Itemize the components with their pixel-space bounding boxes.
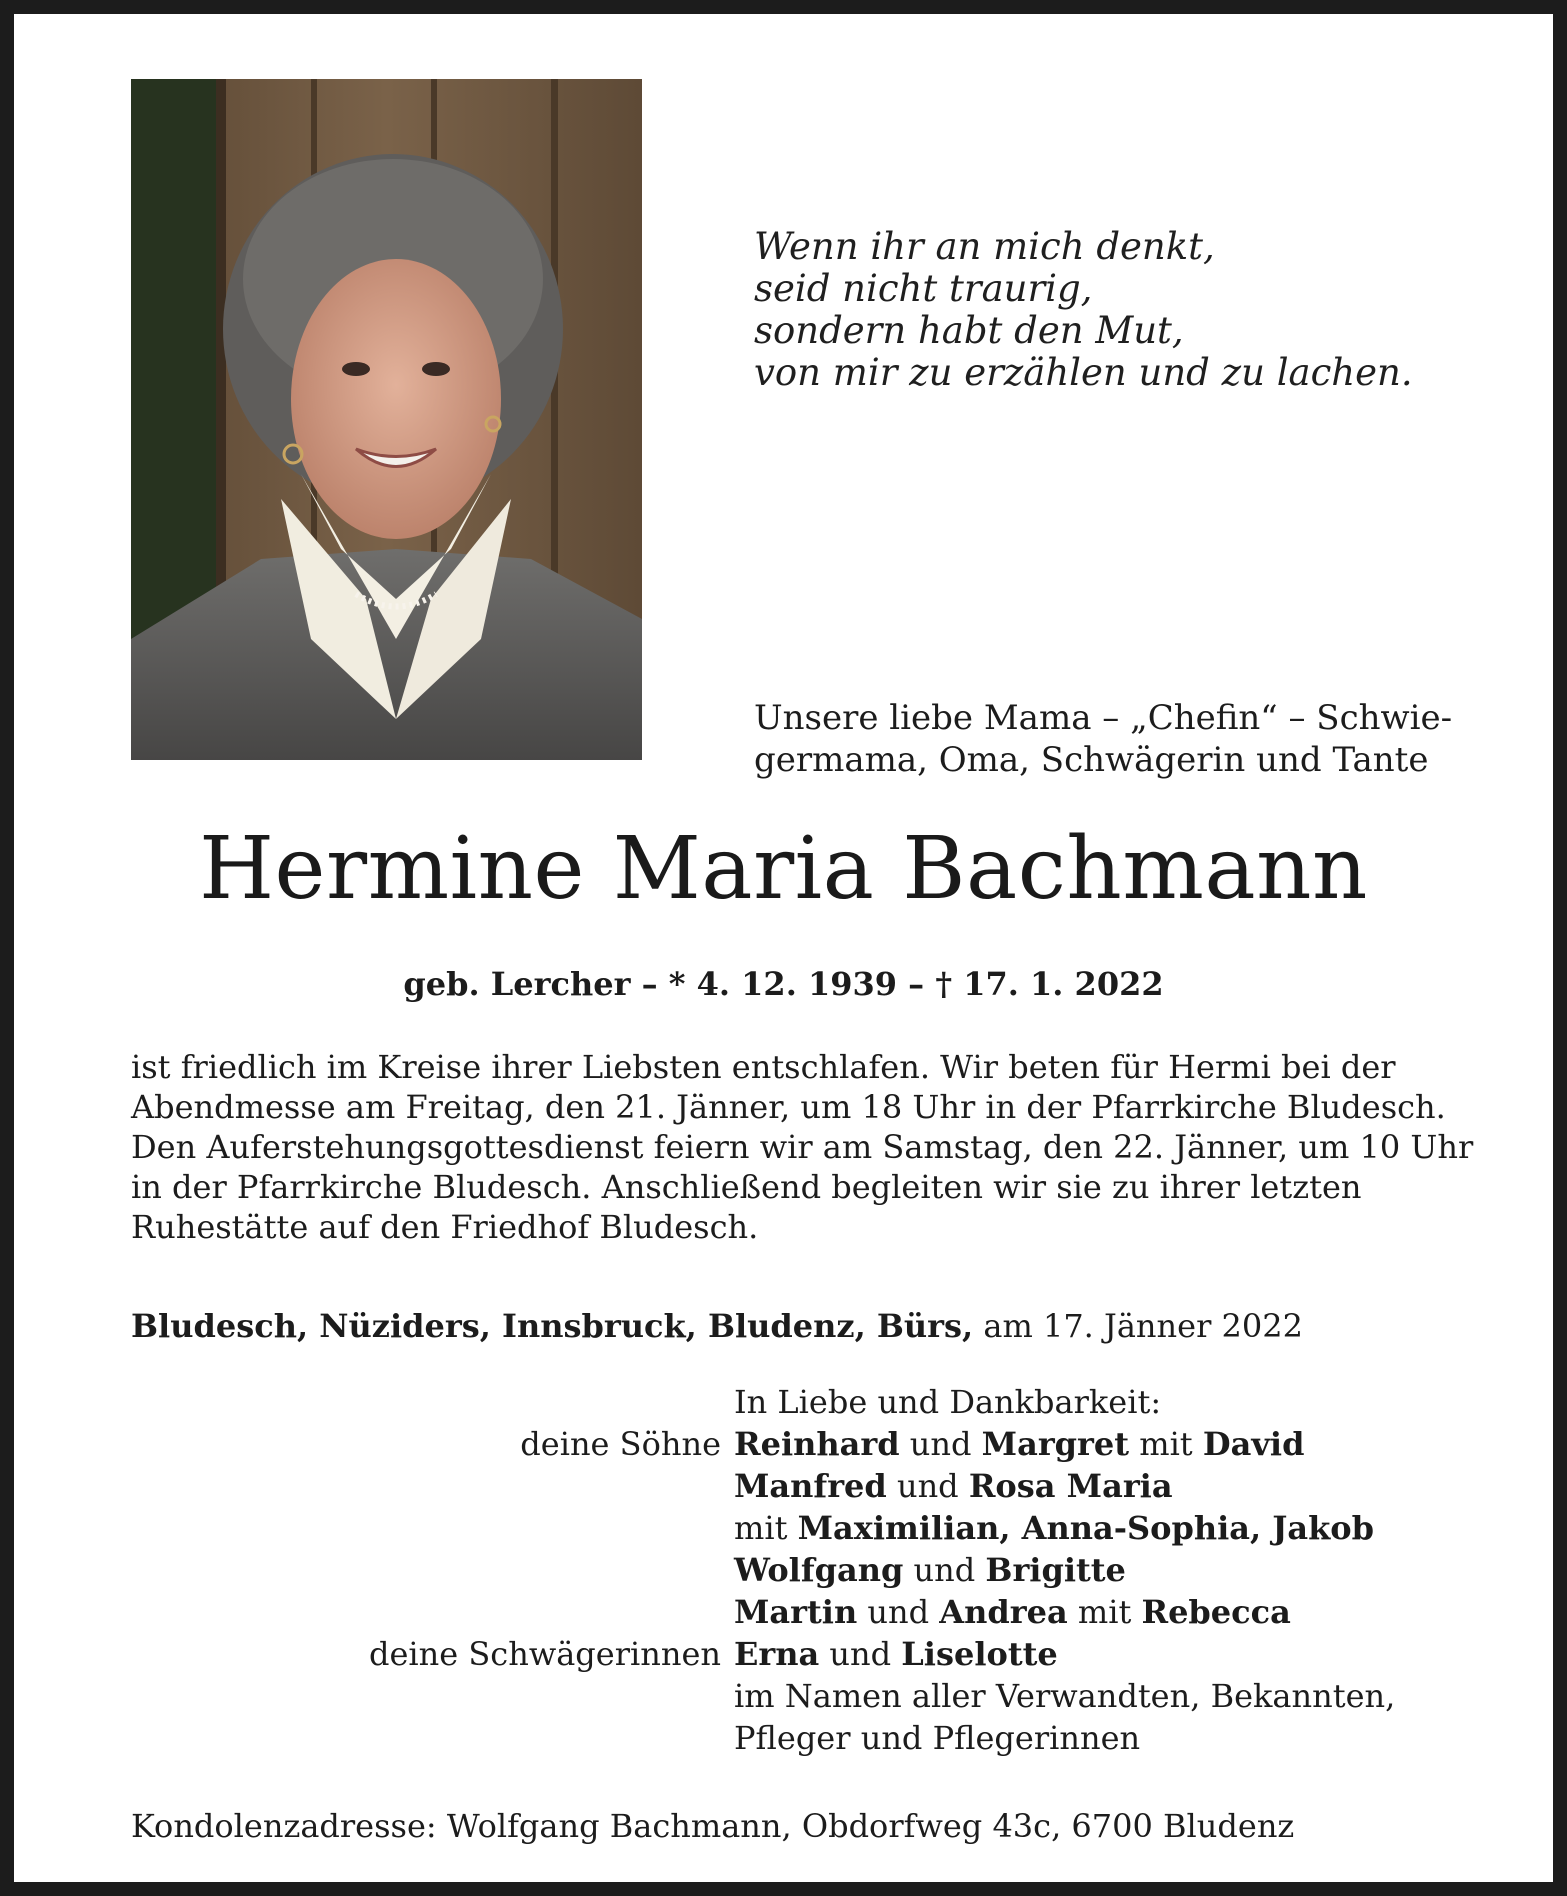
condolence-address: Kondolenzadresse: Wolfgang Bachmann, Obdorfweg 43c, 6700 Bludenz — [131, 1807, 1295, 1845]
quote-line: von mir zu erzählen und zu lachen. — [754, 351, 1413, 394]
signature-row — [14, 1717, 1553, 1759]
connector: mit — [734, 1509, 788, 1547]
connector: und — [829, 1635, 892, 1673]
sons-label: deine Söhne — [520, 1425, 721, 1463]
family-name: Manfred — [734, 1467, 887, 1505]
memorial-quote — [754, 226, 1413, 394]
signature-row — [14, 1549, 1553, 1591]
funeral-announcement — [131, 1047, 1474, 1247]
family-name: Maximilian, Anna-Sophia, Jakob — [797, 1509, 1375, 1547]
family-name: Martin — [734, 1593, 858, 1631]
quote-line: sondern habt den Mut, — [754, 309, 1184, 352]
signature-row — [14, 1507, 1553, 1549]
deceased-name: Hermine Maria Bachmann — [199, 819, 1368, 919]
intro-text — [754, 697, 1452, 781]
place-names: Bludesch, Nüziders, Innsbruck, Bludenz, Bürs, — [131, 1307, 974, 1345]
family-name: Liselotte — [901, 1635, 1058, 1673]
sisters-in-law-label: deine Schwägerinnen — [368, 1635, 721, 1673]
connector: mit — [1077, 1593, 1132, 1631]
quote-line: seid nicht traurig, — [754, 267, 1093, 310]
quote-line: Wenn ihr an mich denkt, — [754, 225, 1215, 268]
family-name: Brigitte — [985, 1551, 1126, 1589]
place-date: am 17. Jänner 2022 — [983, 1307, 1303, 1345]
connector: und — [913, 1551, 976, 1589]
connector: und — [909, 1425, 972, 1463]
intro-line: germama, Oma, Schwägerin und Tante — [754, 740, 1429, 780]
connector: und — [867, 1593, 930, 1631]
family-name: Rebecca — [1141, 1593, 1291, 1631]
family-name: Andrea — [939, 1593, 1068, 1631]
announcement-line: Den Auferstehungsgottesdienst feiern wir am Samstag, den 22. Jänner, um 10 Uhr — [131, 1128, 1474, 1166]
intro-line: Unsere liebe Mama – „Chefin“ – Schwie- — [754, 698, 1453, 738]
signature-heading: In Liebe und Dankbarkeit: — [734, 1383, 1162, 1421]
family-name: Reinhard — [734, 1425, 900, 1463]
family-name: Margret — [981, 1425, 1130, 1463]
family-signature — [14, 1381, 1553, 1759]
family-name: Wolfgang — [734, 1551, 904, 1589]
life-dates: geb. Lercher – * 4. 12. 1939 – † 17. 1. 2022 — [403, 965, 1164, 1003]
signature-row — [14, 1675, 1553, 1717]
signature-row — [14, 1381, 1553, 1423]
connector: mit — [1139, 1425, 1193, 1463]
signature-row — [14, 1423, 1553, 1465]
signature-note: im Namen aller Verwandten, Bekannten, — [734, 1677, 1396, 1715]
connector: und — [896, 1467, 959, 1505]
signature-note: Pfleger und Pflegerinnen — [734, 1719, 1141, 1757]
family-name: Rosa Maria — [968, 1467, 1173, 1505]
signature-row — [14, 1591, 1553, 1633]
signature-row — [14, 1465, 1553, 1507]
family-name: Erna — [734, 1635, 820, 1673]
announcement-line: ist friedlich im Kreise ihrer Liebsten entschlafen. Wir beten für Hermi bei der — [131, 1048, 1396, 1086]
signature-row — [14, 1633, 1553, 1675]
family-name: David — [1202, 1425, 1305, 1463]
portrait-photo — [131, 79, 642, 760]
announcement-line: in der Pfarrkirche Bludesch. Anschließend begleiten wir sie zu ihrer letzten — [131, 1168, 1362, 1206]
places-and-date — [131, 1306, 1303, 1346]
announcement-line: Ruhestätte auf den Friedhof Bludesch. — [131, 1208, 759, 1246]
announcement-line: Abendmesse am Freitag, den 21. Jänner, um 18 Uhr in der Pfarrkirche Bludesch. — [131, 1088, 1446, 1126]
